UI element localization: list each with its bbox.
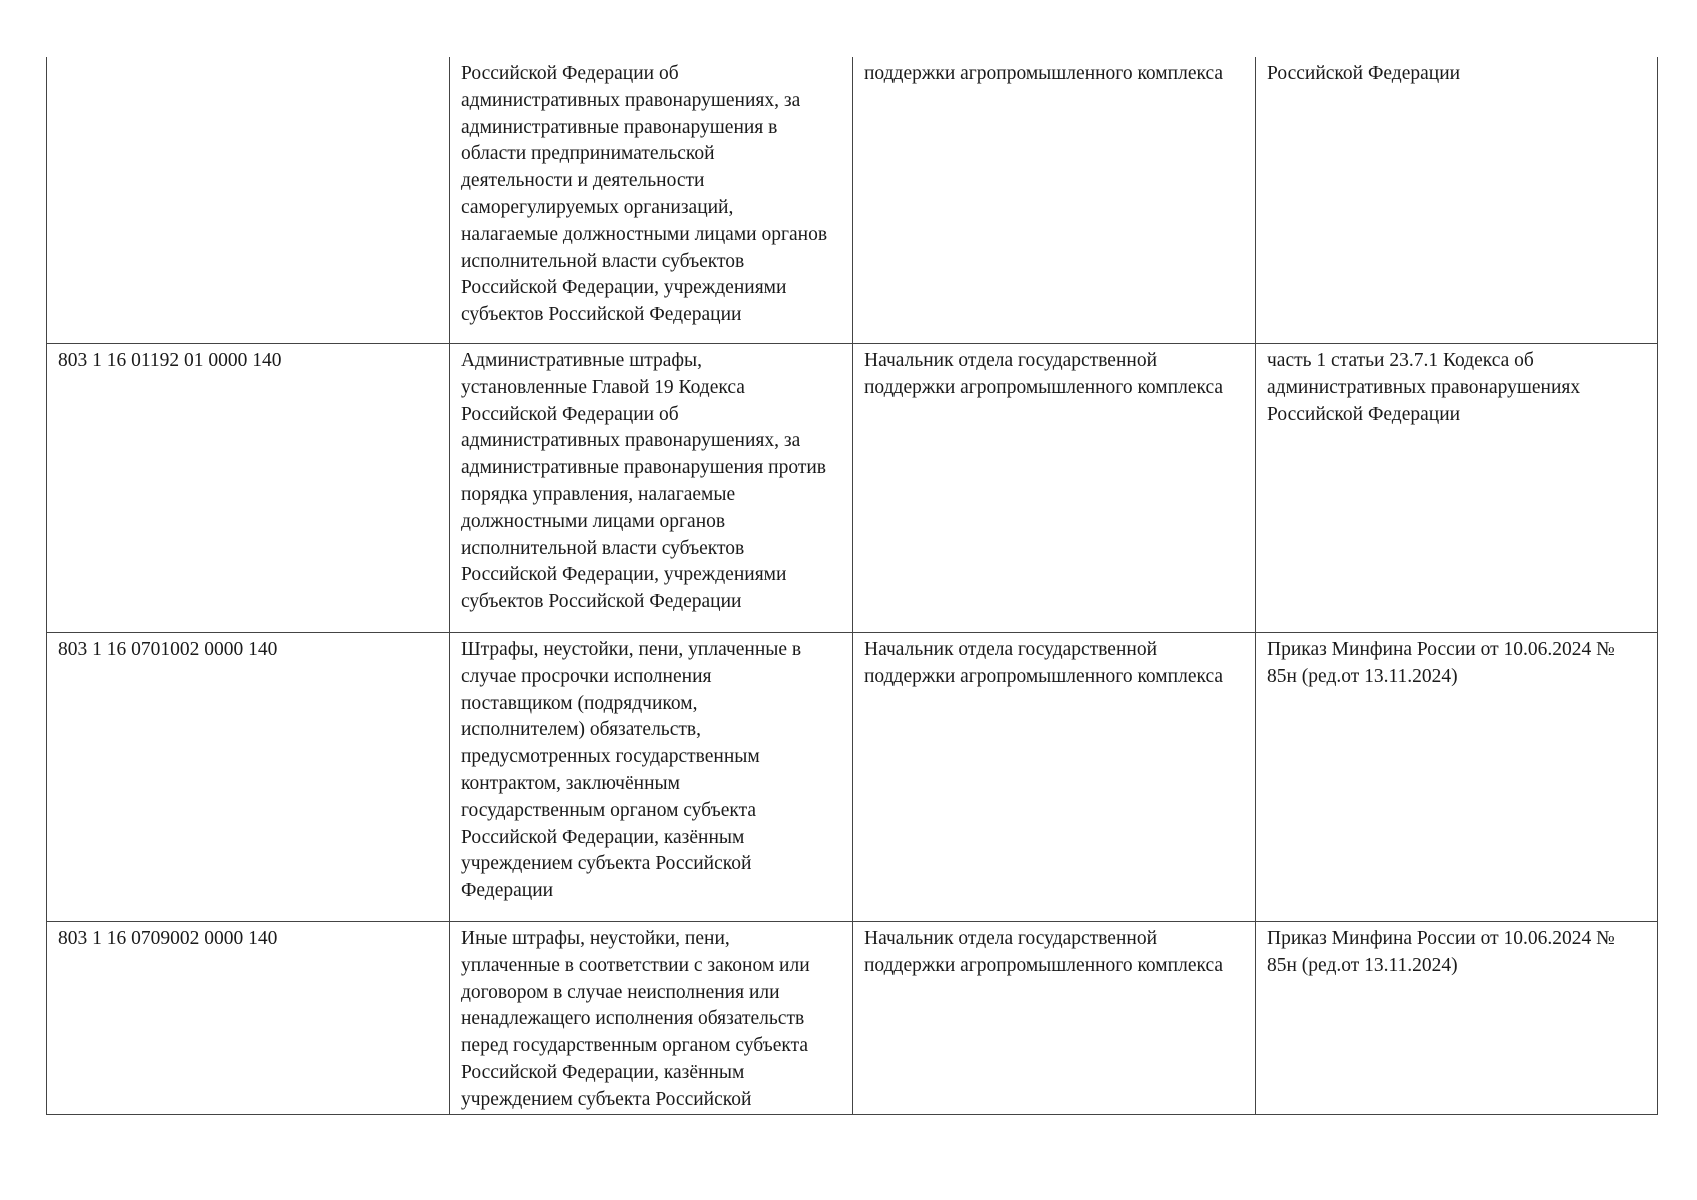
budget-code-cell: 803 1 16 0701002 0000 140 [47, 632, 450, 921]
revenue-codes-table [46, 57, 1658, 1115]
description-cell: Иные штрафы, неустойки, пени, уплаченные в соответствии с законом или договором в случае неисполнения или ненадлежащего исполнения обязательств перед государственным органом субъекта Российской Федерации, казённым учреждением субъекта Российской [450, 921, 853, 1114]
description-cell: Административные штрафы, установленные Главой 19 Кодекса Российской Федерации об административных правонарушениях, за административные правонарушения против порядка управления, налагаемые должностными лицами органов исполнительной власти субъектов Российской Федерации, учреждениями субъектов Российской Федерации [450, 343, 853, 632]
official-cell: Начальник отдела государственной поддержки агропромышленного комплекса [853, 343, 1256, 632]
description-cell: Российской Федерации об административных правонарушениях, за административные правонарушения в области предпринимательской деятельности и деятельности саморегулируемых организаций, налагаемые должностными лицами органов исполнительной власти субъектов Российской Федерации, учреждениями субъектов Российской Федерации [450, 57, 853, 343]
table-row [47, 632, 1658, 921]
description-cell: Штрафы, неустойки, пени, уплаченные в случае просрочки исполнения поставщиком (подрядчиком, исполнителем) обязательств, предусмотренных государственным контрактом, заключённым государственным органом субъекта Российской Федерации, казённым учреждением субъекта Российской Федерации [450, 632, 853, 921]
legal-basis-cell: Приказ Минфина России от 10.06.2024 № 85н (ред.от 13.11.2024) [1256, 921, 1658, 1114]
official-cell: Начальник отдела государственной поддержки агропромышленного комплекса [853, 921, 1256, 1114]
legal-basis-cell: часть 1 статьи 23.7.1 Кодекса об административных правонарушениях Российской Федерации [1256, 343, 1658, 632]
legal-basis-cell: Приказ Минфина России от 10.06.2024 № 85н (ред.от 13.11.2024) [1256, 632, 1658, 921]
budget-code-cell [47, 57, 450, 343]
official-cell: Начальник отдела государственной поддержки агропромышленного комплекса [853, 632, 1256, 921]
table-row [47, 343, 1658, 632]
legal-basis-cell: Российской Федерации [1256, 57, 1658, 343]
official-cell: поддержки агропромышленного комплекса [853, 57, 1256, 343]
table-row [47, 921, 1658, 1114]
budget-code-cell: 803 1 16 0709002 0000 140 [47, 921, 450, 1114]
budget-code-cell: 803 1 16 01192 01 0000 140 [47, 343, 450, 632]
table-row [47, 57, 1658, 343]
